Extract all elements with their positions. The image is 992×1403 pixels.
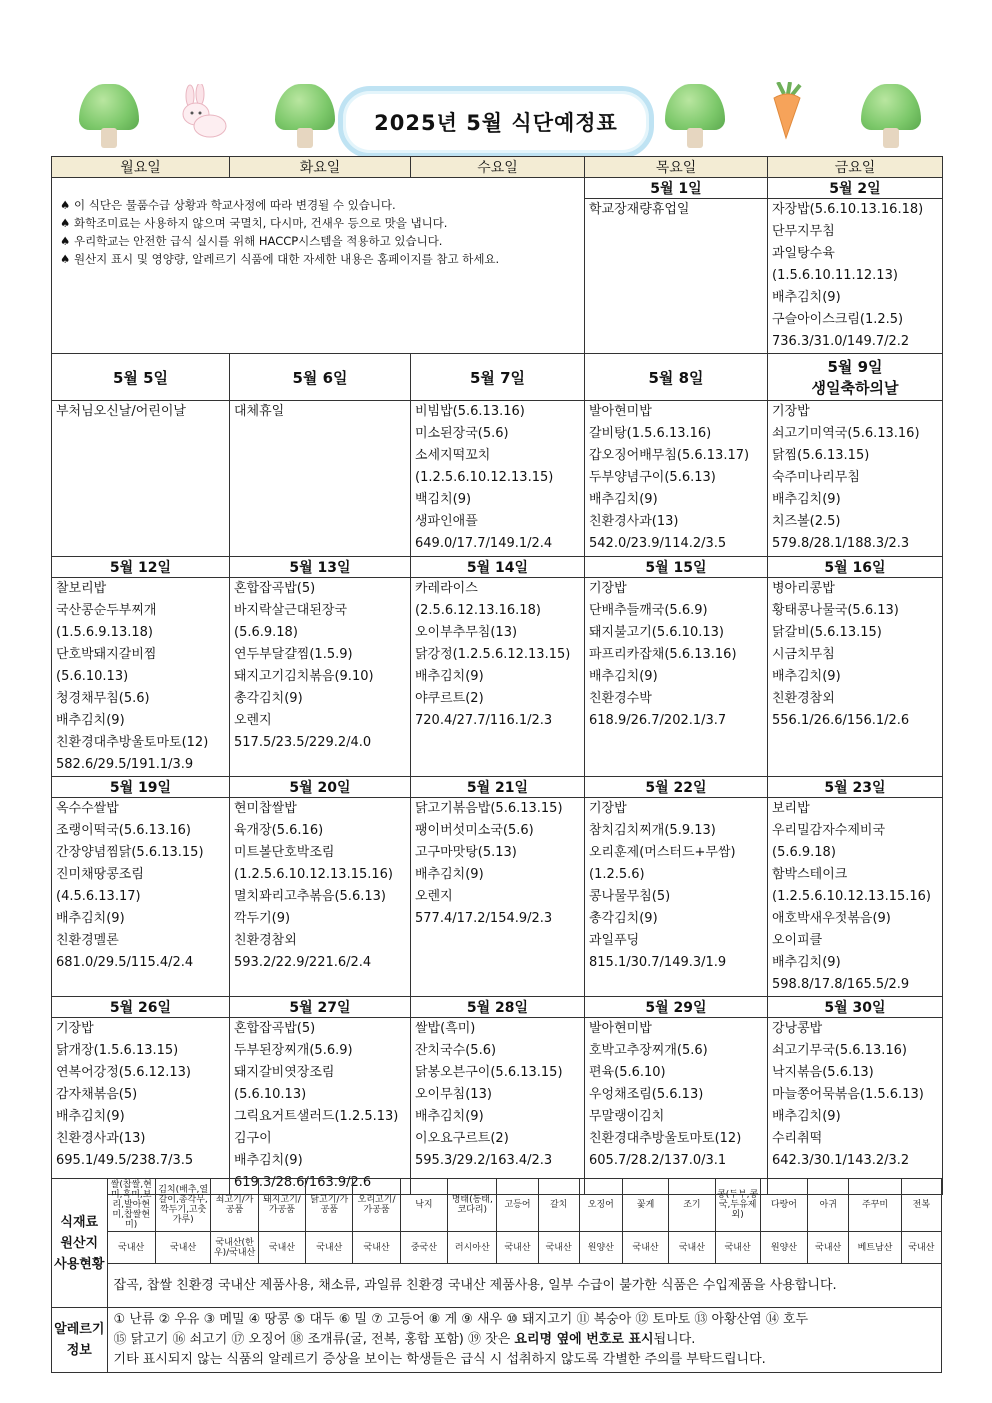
menu-item: 배추김치(9) bbox=[56, 713, 125, 728]
menu-item: 친환경참외 bbox=[772, 691, 835, 706]
nutrition-info: 542.0/23.9/114.2/3.5 bbox=[589, 536, 727, 551]
menu-item: 쌀밥(흑미) bbox=[415, 1021, 476, 1036]
origin-item: 조기 bbox=[669, 1179, 715, 1232]
menu-item: 야쿠르트(2) bbox=[415, 691, 484, 706]
menu-item: 배추김치(9) bbox=[772, 492, 841, 507]
weekday-tue: 화요일 bbox=[230, 157, 411, 178]
menu-item: 친환경대추방울토마토(12) bbox=[589, 1131, 742, 1146]
menu-cell bbox=[768, 578, 943, 777]
origin-country: 국내산 bbox=[107, 1232, 155, 1264]
origin-country: 국내산 bbox=[497, 1232, 538, 1264]
menu-item: 치즈볼(2.5) bbox=[772, 514, 841, 529]
menu-item: 배추김치(9) bbox=[56, 911, 125, 926]
nutrition-info: 577.4/17.2/154.9/2.3 bbox=[415, 911, 553, 926]
allergy-text: 됩니다. bbox=[653, 1332, 696, 1347]
menu-item: 김구이 bbox=[234, 1131, 272, 1146]
menu-table bbox=[51, 156, 943, 1195]
menu-cell bbox=[768, 798, 943, 997]
tree-decoration-2 bbox=[272, 84, 338, 150]
menu-cell bbox=[52, 578, 230, 777]
menu-item: 친환경사과(13) bbox=[589, 514, 679, 529]
menu-item: 배추김치(9) bbox=[234, 1153, 303, 1168]
menu-item: 청경채무침(5.6) bbox=[56, 691, 150, 706]
origin-country: 국내산 bbox=[669, 1232, 715, 1264]
week3-date-row bbox=[52, 557, 943, 578]
origin-item: 전복 bbox=[901, 1179, 941, 1232]
origin-item-row bbox=[52, 1179, 942, 1232]
menu-item: 총각김치(9) bbox=[234, 691, 303, 706]
menu-item: 배추김치(9) bbox=[415, 867, 484, 882]
nutrition-info: 815.1/30.7/149.3/1.9 bbox=[589, 955, 727, 970]
menu-item: (5.6.9.18) bbox=[234, 625, 298, 640]
menu-item: 단배추들깨국(5.6.9) bbox=[589, 603, 708, 618]
menu-item: 애호박새우젓볶음(9) bbox=[772, 911, 891, 926]
allergy-line bbox=[114, 1330, 935, 1350]
menu-item: 미소된장국(5.6) bbox=[415, 426, 509, 441]
allergy-text: ⑮ 닭고기 ⑯ 쇠고기 ⑰ 오징어 ⑱ 조개류(굴, 전복, 홍합 포함) ⑲ 잣은 bbox=[113, 1332, 515, 1347]
page-title: 2025년 5월 식단예정표 bbox=[374, 111, 618, 135]
menu-item: 자장밥(5.6.10.13.16.18) bbox=[772, 202, 924, 217]
allergy-emphasis: 요리명 옆에 번호로 표시 bbox=[514, 1332, 654, 1347]
nutrition-info: 681.0/29.5/115.4/2.4 bbox=[56, 955, 194, 970]
origin-country: 국내산 bbox=[808, 1232, 849, 1264]
weekday-mon: 월요일 bbox=[52, 157, 230, 178]
menu-item: 호박고추장찌개(5.6) bbox=[589, 1043, 708, 1058]
nutrition-info: 618.9/26.7/202.1/3.7 bbox=[589, 713, 727, 728]
menu-item: 닭찜(5.6.13.15) bbox=[772, 448, 870, 463]
menu-item: 조랭이떡국(5.6.13.16) bbox=[56, 823, 191, 838]
menu-cell bbox=[52, 1018, 230, 1195]
menu-item: 멸치꽈리고추볶음(5.6.13) bbox=[234, 889, 386, 904]
weekday-thu: 목요일 bbox=[585, 157, 768, 178]
origin-item: 오징어 bbox=[579, 1179, 622, 1232]
menu-item: 단무지무침 bbox=[772, 224, 835, 239]
menu-item: 콩나물무침(5) bbox=[589, 889, 671, 904]
menu-cell bbox=[585, 798, 768, 997]
menu-cell bbox=[585, 1018, 768, 1195]
origin-country: 원양산 bbox=[579, 1232, 622, 1264]
date-cell: 5월 16일 bbox=[768, 557, 943, 578]
menu-item: (1.2.5.6) bbox=[589, 867, 645, 882]
menu-cell bbox=[411, 798, 585, 997]
menu-item: 연두부달걀찜(1.5.9) bbox=[234, 647, 353, 662]
menu-item: (1.5.6.10.11.12.13) bbox=[772, 268, 898, 283]
origin-country: 원양산 bbox=[760, 1232, 807, 1264]
menu-item: 그릭요거트샐러드(1.2.5.13) bbox=[234, 1109, 399, 1124]
menu-item: 발아현미밥 bbox=[589, 1021, 652, 1036]
origin-country-row bbox=[52, 1232, 942, 1264]
menu-item: (1.2.5.6.10.12.13.15.16) bbox=[772, 889, 931, 904]
nutrition-info: 517.5/23.5/229.2/4.0 bbox=[234, 735, 372, 750]
menu-cell bbox=[768, 401, 943, 557]
menu-item: 기장밥 bbox=[56, 1021, 94, 1036]
menu-item: 대체휴일 bbox=[234, 404, 285, 419]
date-cell: 5월 28일 bbox=[411, 997, 585, 1018]
menu-item: (2.5.6.12.13.16.18) bbox=[415, 603, 541, 618]
date-label: 5월 9일 bbox=[827, 358, 883, 376]
menu-item: 배추김치(9) bbox=[772, 669, 841, 684]
menu-cell bbox=[230, 401, 411, 557]
nutrition-info: 619.3/28.6/163.9/2.6 bbox=[234, 1175, 372, 1190]
origin-item: 낙지 bbox=[400, 1179, 447, 1232]
origin-country: 베트남산 bbox=[849, 1232, 901, 1264]
week1-date-row bbox=[52, 178, 943, 199]
menu-item: 두부된장찌개(5.6.9) bbox=[234, 1043, 353, 1058]
menu-item: 오렌지 bbox=[415, 889, 453, 904]
origin-country: 중국산 bbox=[400, 1232, 447, 1264]
origin-label: 식재료 원산지 사용현황 bbox=[52, 1179, 108, 1308]
menu-item: 옥수수쌀밥 bbox=[56, 801, 119, 816]
menu-item: 혼합잡곡밥(5) bbox=[234, 1021, 316, 1036]
menu-cell bbox=[411, 401, 585, 557]
allergy-info bbox=[107, 1308, 941, 1373]
event-label: 생일축하의날 bbox=[811, 379, 899, 397]
nutrition-info: 595.3/29.2/163.4/2.3 bbox=[415, 1153, 553, 1168]
menu-may-1 bbox=[585, 199, 768, 354]
menu-item: 마늘쫑어묵볶음(1.5.6.13) bbox=[772, 1087, 924, 1102]
nutrition-info: 556.1/26.6/156.1/2.6 bbox=[772, 713, 910, 728]
origin-item: 꽃게 bbox=[622, 1179, 668, 1232]
origin-country: 국내산(한우)/국내산 bbox=[211, 1232, 258, 1264]
origin-item: 오리고기/가공품 bbox=[353, 1179, 400, 1232]
origin-item: 갈치 bbox=[538, 1179, 579, 1232]
origin-item: 쌀(찹쌀,현미,흑미,보리,발아현미,찹쌀현미) bbox=[107, 1179, 155, 1232]
origin-item: 김치(배추,열갈이,총각무,깍두기,고춧가루) bbox=[155, 1179, 211, 1232]
menu-item: 구슬아이스크림(1.2.5) bbox=[772, 312, 904, 327]
menu-item: 병아리콩밥 bbox=[772, 581, 835, 596]
menu-item: (5.6.10.13) bbox=[234, 1087, 307, 1102]
menu-item: 단호박돼지갈비찜 bbox=[56, 647, 157, 662]
menu-item: 낙지볶음(5.6.13) bbox=[772, 1065, 874, 1080]
origin-country: 국내산 bbox=[715, 1232, 760, 1264]
menu-item: 우엉채조림(5.6.13) bbox=[589, 1087, 704, 1102]
allergy-line: ① 난류 ② 우유 ③ 메밀 ④ 땅콩 ⑤ 대두 ⑥ 밀 ⑦ 고등어 ⑧ 게 ⑨ 새우 ⑩ 돼지고기 ⑪ 복숭아 ⑫ 토마토 ⑬ 아황산염 ⑭ 호두 bbox=[113, 1312, 809, 1327]
menu-item: 기장밥 bbox=[772, 404, 810, 419]
menu-item: 친환경사과(13) bbox=[56, 1131, 146, 1146]
menu-cell bbox=[230, 1018, 411, 1195]
date-cell: 5월 21일 bbox=[411, 777, 585, 798]
nutrition-info: 593.2/22.9/221.6/2.4 bbox=[234, 955, 372, 970]
origin-note-row bbox=[52, 1264, 942, 1308]
menu-item: (5.6.9.18) bbox=[772, 845, 836, 860]
menu-item: 돼지갈비엿장조림 bbox=[234, 1065, 335, 1080]
menu-item: 찰보리밥 bbox=[56, 581, 107, 596]
menu-item: 갑오징어배무침(5.6.13.17) bbox=[589, 448, 750, 463]
notice-line: ♠ 화학조미료는 사용하지 않으며 국멸치, 다시마, 건새우 등으로 맛을 냅니다. bbox=[60, 216, 448, 230]
menu-item: 우리밀감자수제비국 bbox=[772, 823, 886, 838]
date-cell: 5월 19일 bbox=[52, 777, 230, 798]
menu-item: 두부양념구이(5.6.13) bbox=[589, 470, 716, 485]
menu-item: 무말랭이김치 bbox=[589, 1109, 665, 1124]
menu-cell bbox=[52, 401, 230, 557]
menu-item: 배추김치(9) bbox=[772, 290, 841, 305]
menu-item: 과일탕수육 bbox=[772, 246, 835, 261]
menu-item: 깍두기(9) bbox=[234, 911, 291, 926]
menu-cell bbox=[585, 578, 768, 777]
menu-item: 총각김치(9) bbox=[589, 911, 658, 926]
menu-cell bbox=[411, 578, 585, 777]
menu-item: 이오요구르트(2) bbox=[415, 1131, 509, 1146]
notice-line: ♠ 원산지 표시 및 영양량, 알레르기 식품에 대한 자세한 내용은 홈페이지를 참고 하세요. bbox=[60, 252, 500, 266]
origin-country: 국내산 bbox=[901, 1232, 941, 1264]
menu-item: 기장밥 bbox=[589, 581, 627, 596]
origin-item: 돼지고기/가공품 bbox=[258, 1179, 305, 1232]
origin-item: 닭고기/가공품 bbox=[306, 1179, 353, 1232]
menu-item: (4.5.6.13.17) bbox=[56, 889, 141, 904]
menu-item: 오렌지 bbox=[234, 713, 272, 728]
menu-item: 과일푸딩 bbox=[589, 933, 640, 948]
menu-item: 갈비탕(1.5.6.13.16) bbox=[589, 426, 712, 441]
origin-item: 아귀 bbox=[808, 1179, 849, 1232]
nutrition-info: 579.8/28.1/188.3/2.3 bbox=[772, 536, 910, 551]
menu-item: 닭고기볶음밥(5.6.13.15) bbox=[415, 801, 563, 816]
menu-item: 오이무침(13) bbox=[415, 1087, 492, 1102]
notice-line: ♠ 우리학교는 안전한 급식 실시를 위해 HACCP시스템을 적용하고 있습니다. bbox=[60, 234, 443, 248]
menu-item: 닭봉오븐구이(5.6.13.15) bbox=[415, 1065, 563, 1080]
menu-item: 국산콩순두부찌개 bbox=[56, 603, 157, 618]
menu-item: 오이피클 bbox=[772, 933, 823, 948]
date-may-1: 5월 1일 bbox=[585, 178, 768, 199]
date-cell: 5월 23일 bbox=[768, 777, 943, 798]
rabbit-icon bbox=[172, 84, 232, 140]
menu-item: 비빔밥(5.6.13.16) bbox=[415, 404, 525, 419]
menu-item: 학교장재량휴업일 bbox=[589, 202, 690, 217]
origin-item: 명태(동태,코다리) bbox=[448, 1179, 497, 1232]
menu-item: 닭개장(1.5.6.13.15) bbox=[56, 1043, 179, 1058]
menu-item: 기장밥 bbox=[589, 801, 627, 816]
menu-may-2 bbox=[768, 199, 943, 354]
allergy-line: 기타 표시되지 않는 식품의 알레르기 증상을 보이는 학생들은 급식 시 섭취하지 않도록 각별한 주의를 부탁드립니다. bbox=[113, 1352, 766, 1367]
week4-menu-row bbox=[52, 798, 943, 997]
origin-allergy-section bbox=[51, 1178, 942, 1373]
weekday-wed: 수요일 bbox=[411, 157, 585, 178]
menu-item: 배추김치(9) bbox=[589, 669, 658, 684]
menu-item: 배추김치(9) bbox=[415, 669, 484, 684]
menu-item: 친환경멜론 bbox=[56, 933, 119, 948]
menu-cell bbox=[230, 798, 411, 997]
date-cell: 5월 27일 bbox=[230, 997, 411, 1018]
menu-item: 연복어강정(5.6.12.13) bbox=[56, 1065, 191, 1080]
notice-line: ♠ 이 식단은 물품수급 상황과 학교사정에 따라 변경될 수 있습니다. bbox=[60, 198, 396, 212]
date-cell: 5월 5일 bbox=[52, 354, 230, 401]
menu-item: (5.6.10.13) bbox=[56, 669, 129, 684]
origin-country: 국내산 bbox=[538, 1232, 579, 1264]
date-cell: 5월 22일 bbox=[585, 777, 768, 798]
menu-item: 팽이버섯미소국(5.6) bbox=[415, 823, 534, 838]
nutrition-info: 695.1/49.5/238.7/3.5 bbox=[56, 1153, 194, 1168]
menu-cell bbox=[52, 798, 230, 997]
nutrition-info: 582.6/29.5/191.1/3.9 bbox=[56, 757, 194, 772]
origin-item: 콩(두부,콩국,두유제외) bbox=[715, 1179, 760, 1232]
menu-item: (1.5.6.9.13.18) bbox=[56, 625, 153, 640]
tree-decoration-3 bbox=[662, 84, 728, 150]
menu-cell bbox=[585, 401, 768, 557]
origin-country: 국내산 bbox=[622, 1232, 668, 1264]
carrot-icon bbox=[762, 82, 812, 142]
week5-date-row bbox=[52, 997, 943, 1018]
date-may-2: 5월 2일 bbox=[768, 178, 943, 199]
menu-item: 배추김치(9) bbox=[772, 955, 841, 970]
menu-item: 시금치무침 bbox=[772, 647, 835, 662]
date-cell: 5월 7일 bbox=[411, 354, 585, 401]
date-cell: 5월 14일 bbox=[411, 557, 585, 578]
menu-item: 참치김치찌개(5.9.13) bbox=[589, 823, 716, 838]
week3-menu-row bbox=[52, 578, 943, 777]
menu-item: 카레라이스 bbox=[415, 581, 478, 596]
menu-item: 오리훈제(머스터드+무쌈) bbox=[589, 845, 736, 860]
nutrition-info: 598.8/17.8/165.5/2.9 bbox=[772, 977, 910, 992]
origin-item: 다랑어 bbox=[760, 1179, 807, 1232]
weekday-fri: 금요일 bbox=[768, 157, 943, 178]
menu-item: 육개장(5.6.16) bbox=[234, 823, 324, 838]
menu-item: 쇠고기미역국(5.6.13.16) bbox=[772, 426, 920, 441]
menu-item: 미트볼단호박조림 bbox=[234, 845, 335, 860]
menu-cell bbox=[230, 578, 411, 777]
menu-item: 돼지불고기(5.6.10.13) bbox=[589, 625, 724, 640]
date-cell: 5월 30일 bbox=[768, 997, 943, 1018]
menu-item: 간장양념찜닭(5.6.13.15) bbox=[56, 845, 204, 860]
date-cell: 5월 26일 bbox=[52, 997, 230, 1018]
week5-menu-row bbox=[52, 1018, 943, 1195]
date-cell: 5월 8일 bbox=[585, 354, 768, 401]
week2-menu-row bbox=[52, 401, 943, 557]
menu-item: 배추김치(9) bbox=[56, 1109, 125, 1124]
menu-item: 잔치국수(5.6) bbox=[415, 1043, 497, 1058]
menu-item: 혼합잡곡밥(5) bbox=[234, 581, 316, 596]
menu-item: 함박스테이크 bbox=[772, 867, 848, 882]
menu-cell bbox=[411, 1018, 585, 1195]
menu-item: 오이부추무침(13) bbox=[415, 625, 518, 640]
origin-country: 국내산 bbox=[306, 1232, 353, 1264]
menu-item: 친환경대추방울토마토(12) bbox=[56, 735, 209, 750]
menu-item: 배추김치(9) bbox=[415, 1109, 484, 1124]
menu-item: 친환경수박 bbox=[589, 691, 652, 706]
nutrition-info: 642.3/30.1/143.2/3.2 bbox=[772, 1153, 910, 1168]
tree-decoration-4 bbox=[858, 84, 924, 150]
nutrition-info: 605.7/28.2/137.0/3.1 bbox=[589, 1153, 727, 1168]
nutrition-info: 720.4/27.7/116.1/2.3 bbox=[415, 713, 553, 728]
menu-item: 돼지고기김치볶음(9.10) bbox=[234, 669, 374, 684]
menu-item: 숙주미나리무침 bbox=[772, 470, 860, 485]
menu-item: (1.2.5.6.10.12.13.15) bbox=[415, 470, 554, 485]
title-banner bbox=[338, 86, 654, 158]
menu-item: 진미채땅콩조림 bbox=[56, 867, 144, 882]
menu-item: 닭강정(1.2.5.6.12.13.15) bbox=[415, 647, 571, 662]
date-cell: 5월 12일 bbox=[52, 557, 230, 578]
origin-item: 주꾸미 bbox=[849, 1179, 901, 1232]
date-cell bbox=[768, 354, 943, 401]
origin-country: 국내산 bbox=[155, 1232, 211, 1264]
menu-item: 수리취떡 bbox=[772, 1131, 823, 1146]
origin-item: 고등어 bbox=[497, 1179, 538, 1232]
menu-item: 백김치(9) bbox=[415, 492, 472, 507]
menu-item: 소세지떡꼬치 bbox=[415, 448, 491, 463]
menu-item: 황태콩나물국(5.6.13) bbox=[772, 603, 899, 618]
week2-date-row bbox=[52, 354, 943, 401]
week4-date-row bbox=[52, 777, 943, 798]
menu-item: 보리밥 bbox=[772, 801, 810, 816]
menu-item: 감자채볶음(5) bbox=[56, 1087, 138, 1102]
menu-item: 파프리카잡채(5.6.13.16) bbox=[589, 647, 737, 662]
date-cell: 5월 13일 bbox=[230, 557, 411, 578]
allergy-label: 알레르기 정보 bbox=[52, 1308, 108, 1373]
menu-item: 닭갈비(5.6.13.15) bbox=[772, 625, 882, 640]
nutrition-info: 736.3/31.0/149.7/2.2 bbox=[772, 334, 910, 349]
nutrition-info: 649.0/17.7/149.1/2.4 bbox=[415, 536, 553, 551]
weekday-header-row bbox=[52, 157, 943, 178]
origin-item: 쇠고기/가공품 bbox=[211, 1179, 258, 1232]
menu-item: 편육(5.6.10) bbox=[589, 1065, 666, 1080]
date-cell: 5월 6일 bbox=[230, 354, 411, 401]
menu-item: 부처님오신날/어린이날 bbox=[56, 404, 186, 419]
origin-note: 잡곡, 찹쌀 친환경 국내산 제품사용, 채소류, 과일류 친환경 국내산 제품사용, 일부 수급이 불가한 식품은 수입제품을 사용합니다. bbox=[107, 1264, 941, 1308]
menu-item: 발아현미밥 bbox=[589, 404, 652, 419]
notice-box bbox=[52, 178, 585, 354]
menu-item: 쇠고기무국(5.6.13.16) bbox=[772, 1043, 907, 1058]
origin-country: 러시아산 bbox=[448, 1232, 497, 1264]
tree-decoration-1 bbox=[76, 84, 142, 150]
menu-item: 바지락살근대된장국 bbox=[234, 603, 348, 618]
menu-item: 생파인애플 bbox=[415, 514, 478, 529]
date-cell: 5월 15일 bbox=[585, 557, 768, 578]
menu-item: 배추김치(9) bbox=[589, 492, 658, 507]
menu-item: 고구마맛탕(5.13) bbox=[415, 845, 517, 860]
menu-item: 친환경참외 bbox=[234, 933, 297, 948]
origin-country: 국내산 bbox=[258, 1232, 305, 1264]
origin-country: 국내산 bbox=[353, 1232, 400, 1264]
origin-table bbox=[51, 1178, 942, 1373]
menu-cell bbox=[768, 1018, 943, 1195]
menu-item: 현미찹쌀밥 bbox=[234, 801, 297, 816]
date-cell: 5월 29일 bbox=[585, 997, 768, 1018]
allergy-row bbox=[52, 1308, 942, 1373]
menu-item: 배추김치(9) bbox=[772, 1109, 841, 1124]
menu-item: 강낭콩밥 bbox=[772, 1021, 823, 1036]
menu-item: (1.2.5.6.10.12.13.15.16) bbox=[234, 867, 393, 882]
date-cell: 5월 20일 bbox=[230, 777, 411, 798]
